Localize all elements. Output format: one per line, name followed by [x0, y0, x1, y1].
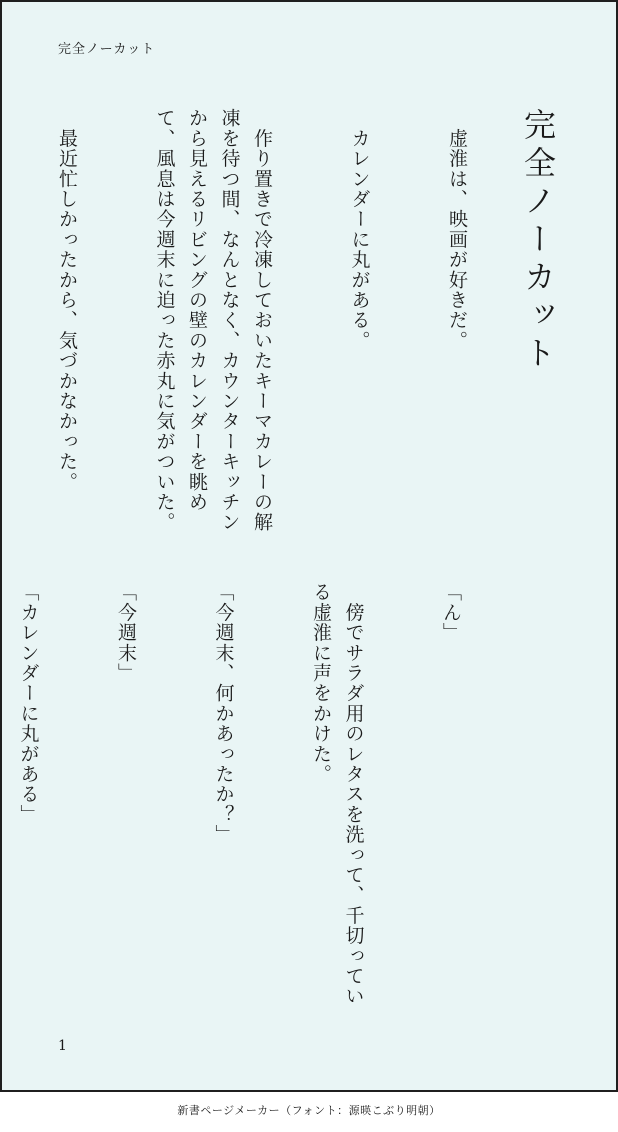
paragraph: 「今週末、何かあったか？」 [212, 582, 235, 845]
lower-text-block [0, 582, 532, 1012]
paragraph: 傍でサラダ用のレタスを洗って、千切っている虚淮に声をかけた。 [310, 582, 365, 1007]
generator-credit: 新書ページメーカー（フォント：源暎こぶり明朝） [177, 1104, 441, 1117]
paragraph: 「ん」 [440, 582, 462, 643]
paragraph: 虚淮は、映画が好きだ。 [446, 108, 468, 351]
paragraph: 「カレンダーに丸がある」 [17, 582, 40, 825]
page-number: 1 [58, 1038, 67, 1054]
paragraph: 最近忙しかったから、気づかなかった。 [56, 108, 78, 492]
paragraph: 「今週末」 [115, 582, 137, 683]
paragraph: 作り置きで冷凍しておいたキーマカレーの解凍を待つ間、なんとなく、カウンターキッチンから見えるリビングの壁のカレンダーを眺めて、風息は今週末に迫った赤丸に気がついた。 [153, 108, 273, 533]
running-header: 完全ノーカット [58, 42, 156, 57]
chapter-title: 完全ノーカット [519, 108, 557, 374]
upper-text-block [0, 108, 538, 538]
paragraph: カレンダーに丸がある。 [348, 108, 371, 351]
